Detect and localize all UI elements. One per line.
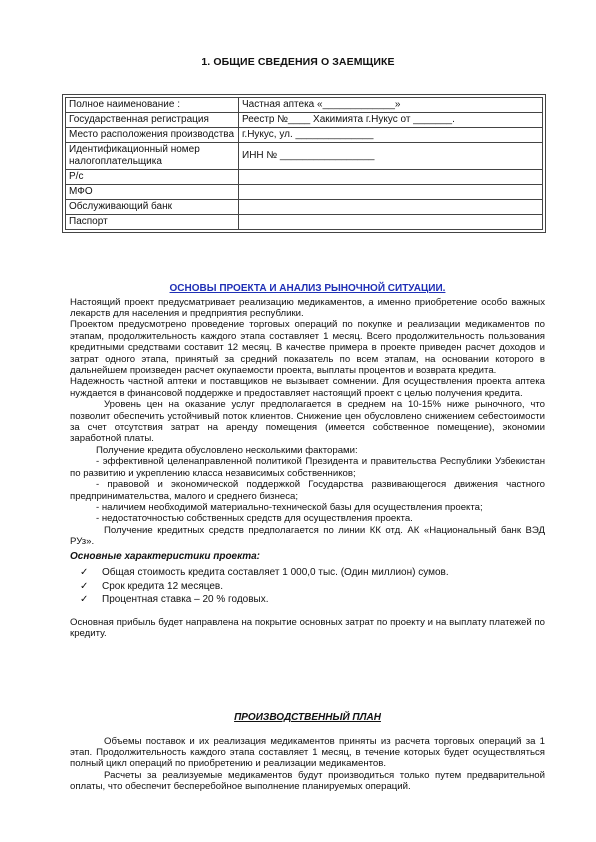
table-row — [66, 215, 543, 230]
checkmark-icon: ✓ — [80, 567, 89, 579]
production-heading: ПРОИЗВОДСТВЕННЫЙ ПЛАН — [234, 712, 381, 723]
list-item: ✓ Срок кредита 12 месяцев. — [80, 580, 224, 592]
characteristics-heading: Основные характеристики проекта: — [70, 550, 260, 562]
table-row — [66, 170, 543, 185]
row-label: Обслуживающий банк — [66, 200, 239, 215]
paragraph: Настоящий проект предусматривает реализацию медикаментов, а именно приобретение особо важных лекарств для населения и предприятия республики. — [70, 296, 545, 319]
section-title: 1. ОБЩИЕ СВЕДЕНИЯ О ЗАЕМЩИКЕ — [201, 56, 395, 68]
row-value — [239, 170, 543, 185]
production-section — [0, 712, 596, 793]
row-label: Государственная регистрация — [66, 113, 239, 128]
paragraph: Надежность частной аптеки и поставщиков не вызывает сомнении. Для осуществления проекта аптека нуждается в финансовой поддержке и предоставляет настоящий проект с целью получения кредита. — [70, 376, 545, 399]
row-value — [239, 185, 543, 200]
table-row — [66, 128, 543, 143]
checkmark-icon: ✓ — [80, 594, 89, 606]
table-row — [66, 200, 543, 215]
row-label: Р/с — [66, 170, 239, 185]
row-label: Паспорт — [66, 215, 239, 230]
info-table — [65, 97, 543, 230]
table-row — [66, 98, 543, 113]
paragraph: Объемы поставок и их реализация медикаментов приняты из расчета торговых операций за 1 этап. Продолжительность каждого этапа составляет 1 месяц, в течение которых будет осуществляться полный цикл операций по приобретению и реализации медикаментов. — [70, 735, 545, 770]
row-label: МФО — [66, 185, 239, 200]
paragraph: Расчеты за реализуемые медикаментов будут производиться только путем предварительной оплаты, что обеспечит бесперебойное выполнение планируемых операций. — [70, 769, 545, 793]
project-section — [0, 283, 596, 639]
paragraph: Получение кредитных средств предполагается по линии КК отд. АК «Национальный банк ВЭД РУз». — [70, 524, 545, 548]
row-value: Реестр №____ Хакимията г.Нукус от _______. — [239, 113, 543, 128]
row-label: Идентификационный номер налогоплательщика — [66, 143, 239, 170]
checkmark-icon: ✓ — [80, 580, 89, 592]
paragraph: Получение кредита обусловлено несколькими факторами: — [96, 444, 358, 456]
row-value: ИНН № _________________ — [239, 143, 543, 170]
paragraph: Проектом предусмотрено проведение торговых операций по покупке и реализации медикаментов по этапам, продолжительность каждого этапа составляет 1 месяц. Всего продолжительность пользования кредитными средствами составит 12 месяц. В качестве примера в проекте приведен расчет доходов и затрат одного этапа, принятый за средний показатель по всем этапам, на основании которого в дальнейшем произведен расчет окупаемости проекта, выплаты процентов и возврата кредита. — [70, 319, 545, 377]
paragraph: Основная прибыль будет направлена на покрытие основных затрат по проекту и на выплату платежей по кредиту. — [70, 616, 545, 640]
table-row — [66, 143, 543, 170]
factor-item: - эффективной целенаправленной политикой Президента и правительства Республики Узбекистан по развитию и укреплению класса независимых собственников; — [70, 456, 545, 479]
row-label: Полное наименование : — [66, 98, 239, 113]
factor-item: - недостаточностью собственных средств для осуществления проекта. — [96, 513, 413, 525]
project-heading: ОСНОВЫ ПРОЕКТА И АНАЛИЗ РЫНОЧНОЙ СИТУАЦИИ. — [169, 283, 446, 294]
row-value: г.Нукус, ул. ______________ — [239, 128, 543, 143]
table-row — [66, 185, 543, 200]
paragraph: Уровень цен на оказание услуг предполагается в среднем на 10-15% ниже рыночного, что позволит обеспечить устойчивый поток клиентов. Снижение цен обусловлено снижением себестоимости за счет отсутствия затрат на аренду помещения (имеется собственное помещение), экономии заработной платы. — [70, 399, 545, 445]
borrower-info-table — [62, 94, 546, 233]
table-row — [66, 113, 543, 128]
list-item: ✓ Процентная ставка – 20 % годовых. — [80, 594, 269, 606]
row-value — [239, 200, 543, 215]
characteristics-list — [80, 566, 545, 607]
factor-item: - правовой и экономической поддержкой Государства развивающегося движения частного предпринимательства, малого и среднего бизнеса; — [70, 479, 545, 502]
factor-item: - наличием необходимой материально-технической базы для осуществления проекта; — [96, 501, 483, 513]
row-value — [239, 215, 543, 230]
row-label: Место расположения производства — [66, 128, 239, 143]
list-item: ✓ Общая стоимость кредита составляет 1 000,0 тыс. (Один миллион) сумов. — [80, 567, 449, 579]
row-value: Частная аптека «_____________» — [239, 98, 543, 113]
